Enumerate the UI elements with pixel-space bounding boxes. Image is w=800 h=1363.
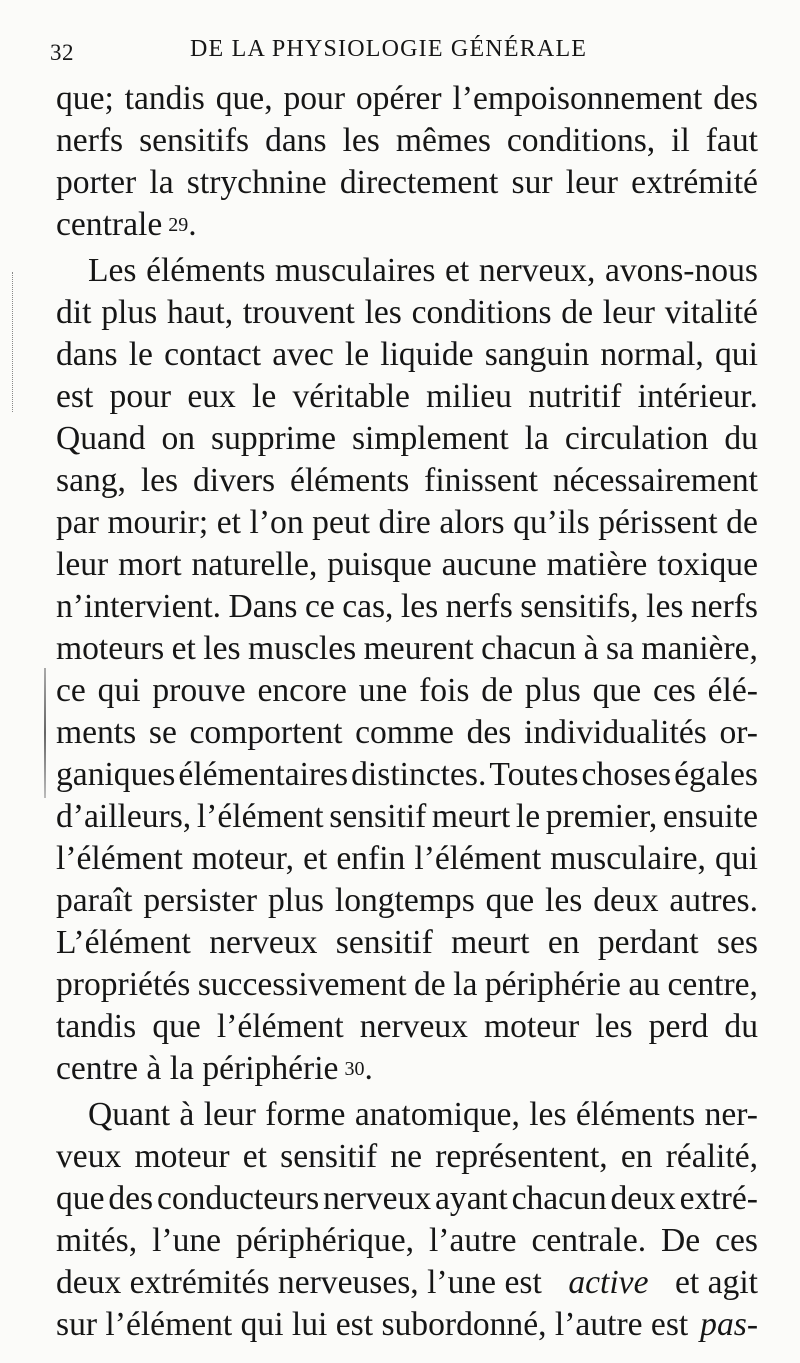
- text-line: [56, 670, 758, 712]
- word: les: [364, 294, 402, 331]
- word: plus: [267, 882, 324, 919]
- word: nerveux: [359, 1008, 468, 1045]
- text-line: [56, 754, 758, 796]
- word: ne: [390, 1138, 423, 1175]
- word: et: [242, 1138, 267, 1175]
- text-line: [56, 418, 758, 460]
- word: nerveux: [323, 1180, 432, 1217]
- footnote-marker[interactable]: 30: [344, 1058, 365, 1080]
- word: la: [524, 420, 549, 457]
- word: perd: [648, 1008, 709, 1045]
- word: musculaire,: [550, 840, 706, 877]
- word: faut: [705, 122, 758, 159]
- word: le: [252, 378, 277, 415]
- word: d’ailleurs,: [56, 798, 192, 835]
- word: les: [342, 122, 380, 159]
- word: vitalité: [664, 294, 758, 331]
- text-line: [56, 292, 758, 334]
- line-text: centre à la périphérie: [56, 1050, 339, 1087]
- word: premier,: [545, 798, 658, 835]
- word: fois: [419, 672, 470, 709]
- page-number: 32: [50, 40, 74, 65]
- word: simplement: [351, 420, 509, 457]
- word: paraît: [56, 882, 133, 919]
- text-line: [56, 838, 758, 880]
- word: mourir;: [107, 504, 209, 541]
- word: propriétés: [56, 966, 191, 1003]
- word: supprime: [211, 420, 337, 457]
- word: directement: [339, 164, 499, 201]
- word: ensuite: [662, 798, 758, 835]
- word: ments: [56, 714, 137, 751]
- text-line: [56, 162, 758, 204]
- word: sa: [605, 630, 634, 667]
- word: ces: [715, 1222, 758, 1259]
- word: les: [545, 882, 583, 919]
- word: deux: [610, 1180, 676, 1217]
- text-line: [56, 586, 758, 628]
- word: périphérique,: [235, 1222, 415, 1259]
- word: porter: [56, 164, 137, 201]
- word: prouve: [152, 672, 246, 709]
- word: que: [56, 1180, 105, 1217]
- text-line: [56, 78, 758, 120]
- text-line: [56, 502, 758, 544]
- word: que: [152, 1008, 201, 1045]
- word: les: [595, 1008, 633, 1045]
- word: mêmes: [395, 122, 491, 159]
- word: que;: [56, 80, 114, 117]
- word: sang,: [56, 462, 126, 499]
- text-segment: sur l’élément qui lui est subordonné, l’autre est: [56, 1306, 689, 1343]
- word: conditions,: [506, 122, 656, 159]
- margin-pencil-line: [44, 668, 46, 798]
- word: Quand: [56, 420, 146, 457]
- word: sur: [511, 164, 553, 201]
- paragraph: [56, 78, 758, 246]
- word: qui: [715, 840, 758, 877]
- word: persister: [143, 882, 258, 919]
- word: de: [414, 966, 446, 1003]
- word: enfin: [336, 840, 406, 877]
- word: opérer: [355, 80, 442, 117]
- word: liquide: [380, 336, 474, 373]
- text-line: [56, 880, 758, 922]
- word: Quant: [88, 1096, 171, 1133]
- word: avons-nous: [604, 252, 758, 289]
- word: les: [203, 630, 241, 667]
- word: des: [466, 714, 512, 751]
- text-line: [56, 1304, 758, 1346]
- word: périssent: [598, 504, 718, 541]
- page-header: [50, 28, 760, 68]
- word: pour: [283, 80, 346, 117]
- word: mort: [118, 546, 182, 583]
- word: strychnine: [186, 164, 327, 201]
- word: tandis: [56, 1008, 137, 1045]
- word: plus: [101, 294, 158, 331]
- word: ces: [652, 672, 696, 709]
- text-line: [56, 922, 758, 964]
- word: en: [547, 924, 580, 961]
- word: que,: [215, 80, 273, 117]
- word: mités,: [56, 1222, 138, 1259]
- word: éléments: [289, 462, 410, 499]
- text-line: [56, 796, 758, 838]
- text-line: [56, 1094, 758, 1136]
- word: eux: [187, 378, 236, 415]
- word: les: [529, 1096, 567, 1133]
- word: alors: [439, 504, 505, 541]
- word: du: [724, 1008, 758, 1045]
- word: nerfs: [445, 588, 513, 625]
- word: extré-: [679, 1180, 758, 1217]
- word: éléments: [575, 1096, 696, 1133]
- word: nerfs: [56, 122, 124, 159]
- word: n’intervient.: [56, 588, 222, 625]
- word: l’on: [249, 504, 304, 541]
- word: ce: [304, 588, 335, 625]
- word: du: [724, 420, 758, 457]
- text-line: [56, 334, 758, 376]
- word: l’une: [152, 1222, 222, 1259]
- word: le: [515, 798, 541, 835]
- word: ce: [56, 672, 86, 709]
- word: ner-: [704, 1096, 758, 1133]
- word: dire: [378, 504, 431, 541]
- word: successivement: [197, 966, 407, 1003]
- word: anatomique,: [354, 1096, 520, 1133]
- text-line: [56, 964, 758, 1006]
- word: moteur: [484, 1008, 580, 1045]
- word: naturelle,: [191, 546, 318, 583]
- word: manière,: [641, 630, 758, 667]
- word: peut: [312, 504, 370, 541]
- word: au: [628, 966, 661, 1003]
- italic-word: pas-: [700, 1306, 758, 1343]
- word: trouvent: [242, 294, 355, 331]
- italic-word: active: [568, 1264, 649, 1301]
- text-line: [56, 250, 758, 292]
- word: leur: [565, 164, 618, 201]
- word: haut,: [166, 294, 234, 331]
- word: que: [592, 672, 642, 709]
- word: pour: [109, 378, 172, 415]
- word: sensitifs: [139, 122, 250, 159]
- word: on: [161, 420, 196, 457]
- word: l’élément: [196, 798, 324, 835]
- word: perdant: [597, 924, 699, 961]
- word: et: [171, 630, 196, 667]
- word: conducteurs: [156, 1180, 320, 1217]
- word: leur: [203, 1096, 256, 1133]
- word: centrale.: [531, 1222, 647, 1259]
- paragraph: [56, 1094, 758, 1262]
- word: élémentaires: [178, 756, 349, 793]
- text-line: [56, 1136, 758, 1178]
- text-line: [56, 544, 758, 586]
- word: finissent: [424, 462, 538, 499]
- word: de: [561, 294, 593, 331]
- word: choses: [581, 756, 672, 793]
- word: avec: [272, 336, 334, 373]
- word: nerveux: [209, 924, 318, 961]
- word: chacun: [481, 630, 577, 667]
- word: deux: [593, 882, 659, 919]
- word: encore: [257, 672, 347, 709]
- word: le: [128, 336, 153, 373]
- word: centre,: [667, 966, 758, 1003]
- text-segment: et agit: [675, 1264, 758, 1301]
- word: longtemps: [334, 882, 475, 919]
- word: ses: [716, 924, 758, 961]
- word: toxique: [657, 546, 758, 583]
- word: normal,: [600, 336, 704, 373]
- word: matière: [546, 546, 648, 583]
- text-line: [56, 1178, 758, 1220]
- word: sensitif: [329, 798, 427, 835]
- word: Les: [88, 252, 137, 289]
- word: individualités: [524, 714, 707, 751]
- word: sanguin: [484, 336, 590, 373]
- word: et: [216, 504, 241, 541]
- word: milieu: [426, 378, 512, 415]
- word: une: [358, 672, 408, 709]
- word: L’élément: [56, 924, 191, 961]
- word: cas,: [342, 588, 394, 625]
- word: nutritif: [528, 378, 622, 415]
- word: ganiques: [56, 756, 176, 793]
- word: éléments: [146, 252, 266, 289]
- word: comme: [355, 714, 454, 751]
- word: et: [303, 840, 328, 877]
- word: divers: [193, 462, 276, 499]
- punctuation: .: [188, 206, 197, 243]
- text-line: [56, 1220, 758, 1262]
- word: qui: [97, 672, 141, 709]
- word: l’élément: [414, 840, 542, 877]
- word: il: [671, 122, 690, 159]
- word: à: [179, 1096, 195, 1133]
- text-line: [56, 120, 758, 162]
- word: périphérie: [484, 966, 621, 1003]
- word: l’empoisonnement: [452, 80, 703, 117]
- text-line: [56, 204, 758, 246]
- line-text: centrale: [56, 206, 163, 243]
- word: autres.: [669, 882, 758, 919]
- word: égales: [674, 756, 758, 793]
- running-head: DE LA PHYSIOLOGIE GÉNÉRALE: [190, 36, 588, 62]
- text-line: [56, 1006, 758, 1048]
- word: comportent: [189, 714, 343, 751]
- word: à: [583, 630, 599, 667]
- word: sensitifs,: [520, 588, 639, 625]
- punctuation: .: [364, 1050, 373, 1087]
- word: dit: [56, 294, 92, 331]
- word: meurt: [431, 798, 511, 835]
- word: Dans: [228, 588, 298, 625]
- paragraphs: [56, 78, 758, 1262]
- word: contact: [164, 336, 262, 373]
- word: De: [661, 1222, 701, 1259]
- word: meurt: [451, 924, 530, 961]
- word: se: [148, 714, 177, 751]
- text-line: [56, 460, 758, 502]
- word: moteur,: [191, 840, 295, 877]
- word: nerfs: [690, 588, 758, 625]
- word: sensitif: [280, 1138, 378, 1175]
- word: les: [646, 588, 684, 625]
- word: l’élément: [216, 1008, 344, 1045]
- word: tandis: [124, 80, 205, 117]
- word: réalité,: [665, 1138, 758, 1175]
- word: moteur: [134, 1138, 230, 1175]
- margin-annotation-mark: [12, 272, 25, 412]
- text-line: [56, 712, 758, 754]
- word: que: [485, 882, 535, 919]
- paragraph: [56, 250, 758, 1090]
- footnote-marker[interactable]: 29: [168, 214, 189, 236]
- word: veux: [56, 1138, 122, 1175]
- word: dans: [265, 122, 327, 159]
- word: la: [149, 164, 174, 201]
- word: et: [445, 252, 470, 289]
- body-text: [56, 78, 758, 1346]
- word: l’élément: [56, 840, 183, 877]
- word: forme: [265, 1096, 346, 1133]
- word: la: [453, 966, 478, 1003]
- text-line: [56, 628, 758, 670]
- text-line: [56, 1262, 758, 1304]
- text-segment: deux extrémités nerveuses, l’une est: [56, 1264, 542, 1301]
- word: Toutes: [489, 756, 579, 793]
- word: nerveux,: [478, 252, 596, 289]
- word: dans: [56, 336, 118, 373]
- word: distinctes.: [351, 756, 487, 793]
- word: aucune: [441, 546, 537, 583]
- word: muscles: [248, 630, 357, 667]
- text-line: [56, 1048, 758, 1090]
- word: puisque: [327, 546, 432, 583]
- word: circulation: [564, 420, 709, 457]
- word: les: [400, 588, 439, 625]
- word: de: [726, 504, 758, 541]
- word: représentent,: [435, 1138, 608, 1175]
- word: leur: [56, 546, 109, 583]
- word: or-: [719, 714, 758, 751]
- word: nécessairement: [552, 462, 758, 499]
- word: élé-: [707, 672, 758, 709]
- word: véritable: [292, 378, 410, 415]
- word: conditions: [411, 294, 552, 331]
- word: qu’ils: [513, 504, 590, 541]
- text-line: [56, 376, 758, 418]
- word: chacun: [511, 1180, 607, 1217]
- word: les: [140, 462, 179, 499]
- word: est: [56, 378, 94, 415]
- word: intérieur.: [637, 378, 758, 415]
- word: qui: [714, 336, 758, 373]
- word: des: [108, 1180, 154, 1217]
- word: de: [481, 672, 513, 709]
- word: meurent: [363, 630, 474, 667]
- word: le: [344, 336, 370, 373]
- word: par: [56, 504, 99, 541]
- word: musculaires: [275, 252, 436, 289]
- word: des: [713, 80, 758, 117]
- word: ayant: [435, 1180, 508, 1217]
- word: plus: [524, 672, 581, 709]
- word: extrémité: [631, 164, 758, 201]
- word: leur: [602, 294, 655, 331]
- word: sensitif: [335, 924, 433, 961]
- word: l’autre: [428, 1222, 517, 1259]
- word: moteurs: [56, 630, 165, 667]
- word: en: [620, 1138, 653, 1175]
